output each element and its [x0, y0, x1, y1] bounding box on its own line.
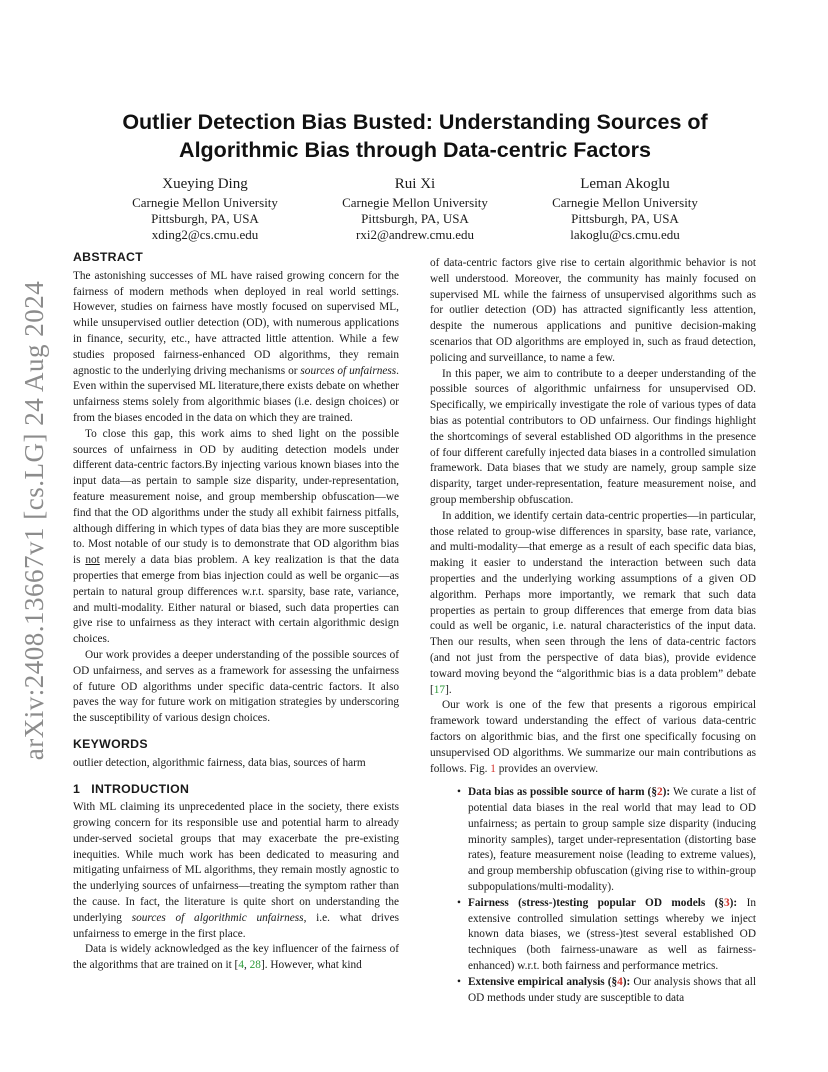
author-location: Pittsburgh, PA, USA	[571, 211, 679, 226]
keywords-text: outlier detection, algorithmic fairness, data bias, sources of harm	[73, 756, 366, 769]
emphasis-text: sources of algorithmic unfairness	[131, 911, 304, 924]
author-email: rxi2@andrew.cmu.edu	[356, 227, 474, 242]
abstract-paragraph-3: Our work provides a deeper understanding of the possible sources of OD unfairness, and serves as a framework for assessing the unfairness of future OD algorithms under specific data-centric factors. It also paves the way for future work on mitigation strategies by underscoring the susceptibility of various design choices.	[73, 648, 399, 725]
underlined-text: not	[85, 554, 100, 567]
text-run: With ML claiming its unprecedented place in the society, there exists growing concern for its responsible use and potential harm to already under-served societal groups that may exacerbate the pre-existing inequities. While much work has been dedicated to measuring and mitigating unfairness of ML algorithms, they remain mostly agnostic to the underlying sources of unfairness—treating the symptom rather than the cause. In fact, the literature is quite short on understanding the underlying	[73, 801, 399, 924]
emphasis-text: sources of unfairness	[300, 364, 397, 377]
intro-paragraph-3: of data-centric factors give rise to certain algorithmic behavior is not well understood. Moreover, the community has mainly focused on supervised ML while the fairness of unsupervised algorithms such as for outlier detection (OD) has attracted significantly less attention, despite the numerous applications and punitive decision-making scenarios that OD algorithms are employed in, such as fraud detection, policing and surveillance, to name a few.	[430, 257, 756, 364]
text-run: To close this gap, this work aims to shed light on the possible sources of unfairness in OD by auditing detection models under different data-centric factors.By injecting various known biases into the input data—as pertain to sample size disparity, under-representation, feature measurement noise, and group membership obfuscation—we find that the OD algorithms under the study all exhibit fairness pitfalls, although differing in which types of data bias they are more susceptible to. Most notable of our study is to demonstrate that OD algorithm bias is	[73, 427, 399, 567]
text-run: Fairness (stress-)testing popular OD models (§	[468, 896, 725, 909]
intro-paragraph-4: In this paper, we aim to contribute to a deeper understanding of the possible sources of algorithmic unfairness for unsupervised OD. Specifically, we empirically investigate the role of various types of data bias as potential contributors to OD unfairness. Our findings highlight the shortcomings of several established OD algorithms in the presence of four different carefully injected data biases in a controlled simulation framework. Data biases that we study are namely, group sample size disparity, target under-representation, feature measurement noise, and group membership obfuscation.	[430, 367, 756, 506]
author-affiliation: Carnegie Mellon University	[552, 195, 698, 210]
section-reference-link[interactable]: 4	[617, 975, 623, 988]
text-run: Extensive empirical analysis (§	[468, 975, 618, 988]
text-run: Data is widely acknowledged as the key influencer of the fairness of the algorithms that are trained on it [	[73, 943, 399, 972]
author-location: Pittsburgh, PA, USA	[151, 211, 259, 226]
text-run: Our work is one of the few that presents a rigorous empirical framework toward understanding the effect of various data-centric factors on algorithmic bias, and the first one specifically focusing on unsupervised OD algorithms. We summarize our main contributions as follows. Fig.	[430, 699, 756, 775]
title-line-1: Outlier Detection Bias Busted: Understanding Sources of	[122, 110, 708, 134]
intro-paragraph-1	[73, 800, 399, 942]
author-email: lakoglu@cs.cmu.edu	[570, 227, 680, 242]
figure-reference-link[interactable]: 1	[490, 762, 496, 775]
text-run: In addition, we identify certain data-centric properties—in particular, those related to group-wise differences in sparsity, base rate, variance, and multi-modality—that emerge as a result of each specific data bias, making it easier to understand the interaction between such data properties and the underlying working assumptions of a given OD algorithm. Perhaps more importantly, we remark that such data properties as pertain to group differences that emerge from data bias could as well be organic, i.e. natural characteristics of the input data. Then our results, when seen through the lens of data-centric factors (and not just from the perspective of data bias), provide evidence toward moving beyond the “algorithmic bias is a data problem” debate [	[430, 509, 756, 696]
title-line-2: Algorithmic Bias through Data-centric Factors	[179, 138, 651, 162]
text-run: , i.e. what drives unfairness to emerge in the first place.	[73, 911, 399, 940]
author-block	[95, 174, 735, 244]
author-name: Leman Akoglu	[580, 176, 670, 192]
citation-link[interactable]: 17	[433, 683, 446, 696]
contributions-list	[430, 785, 756, 1006]
arxiv-identifier-text: arXiv:2408.13667v1 [cs.LG] 24 Aug 2024	[19, 280, 50, 760]
text-run: Our analysis shows that all OD methods under study are susceptible to data	[468, 975, 756, 1004]
author-1	[95, 174, 315, 243]
left-column	[73, 250, 399, 974]
text-run: . Even within the supervised ML literature,there exists debate on whether unfairness stems solely from algorithmic biases (i.e. design choices) or from the biases encoded in the data on which they are trained.	[73, 364, 399, 424]
text-run: The astonishing successes of ML have raised growing concern for the fairness of modern methods when deployed in real world settings. However, studies on fairness have mostly focused on supervised ML, while unsupervised outlier detection (OD), with numerous applications in finance, security, etc., have attracted little attention. While a few studies proposed fairness-enhanced OD algorithms, they remain agnostic to the underlying driving mechanisms or	[73, 269, 399, 377]
author-name: Rui Xi	[394, 176, 436, 192]
text-run: In extensive controlled simulation settings whereby we inject known data biases, we (stress-)test several established OD techniques (both fairness-unaware as well as fairness-enhanced) w.r.t. both fairness and performance metrics.	[468, 896, 756, 973]
list-item	[468, 785, 756, 896]
author-3	[515, 174, 735, 243]
list-item	[468, 975, 756, 1007]
keywords-heading: KEYWORDS	[73, 736, 148, 751]
author-location: Pittsburgh, PA, USA	[361, 211, 469, 226]
text-run: Data bias as possible source of harm (§	[468, 786, 657, 799]
text-run: ):	[729, 896, 738, 909]
intro-paragraph-6	[430, 698, 756, 777]
list-item	[468, 896, 756, 975]
text-run: ):	[622, 975, 631, 988]
paper-title	[95, 108, 735, 164]
author-affiliation: Carnegie Mellon University	[132, 195, 278, 210]
author-affiliation: Carnegie Mellon University	[342, 195, 488, 210]
bullet-lead	[468, 976, 630, 988]
text-run: ]. However, what kind	[260, 959, 362, 972]
text-run: ,	[243, 959, 250, 972]
section-reference-link[interactable]: 3	[724, 896, 730, 909]
author-2	[305, 174, 525, 243]
abstract-heading: ABSTRACT	[73, 250, 144, 264]
citation-link[interactable]: 4	[238, 959, 244, 972]
arxiv-identifier	[19, 280, 50, 760]
author-name: Xueying Ding	[162, 176, 248, 192]
text-run: ].	[445, 683, 452, 696]
bullet-lead	[468, 897, 737, 909]
text-run: ):	[662, 786, 671, 799]
intro-paragraph-2	[73, 942, 399, 974]
right-column	[430, 256, 756, 1006]
citation-link[interactable]: 28	[249, 959, 261, 972]
section-reference-link[interactable]: 2	[656, 786, 663, 799]
text-run: provides an overview.	[495, 762, 599, 775]
abstract-paragraph-1	[73, 269, 399, 427]
bullet-lead	[468, 786, 670, 798]
intro-paragraph-5	[430, 509, 756, 699]
abstract-paragraph-2	[73, 427, 399, 648]
introduction-heading: 1 INTRODUCTION	[73, 781, 190, 796]
text-run: merely a data bias problem. A key realization is that the data properties that emerge from bias injection could as well be organic—as pertain to natural group differences w.r.t. sparsity, base rate, variance, and multi-modality. Either natural or biased, such data properties can give rise to unfairness as they interact with certain algorithmic design choices.	[73, 554, 399, 646]
author-email: xding2@cs.cmu.edu	[151, 227, 259, 242]
text-run: We curate a list of potential data biases in the real world that may lead to OD unfairness; as pertain to group sample size disparity (inducing minority samples), target under-representation (distorting base rates), feature measurement noise (leading to extreme values), and group membership obfuscation (giving rise to within-group subpopulations/multi-modality).	[468, 786, 756, 894]
